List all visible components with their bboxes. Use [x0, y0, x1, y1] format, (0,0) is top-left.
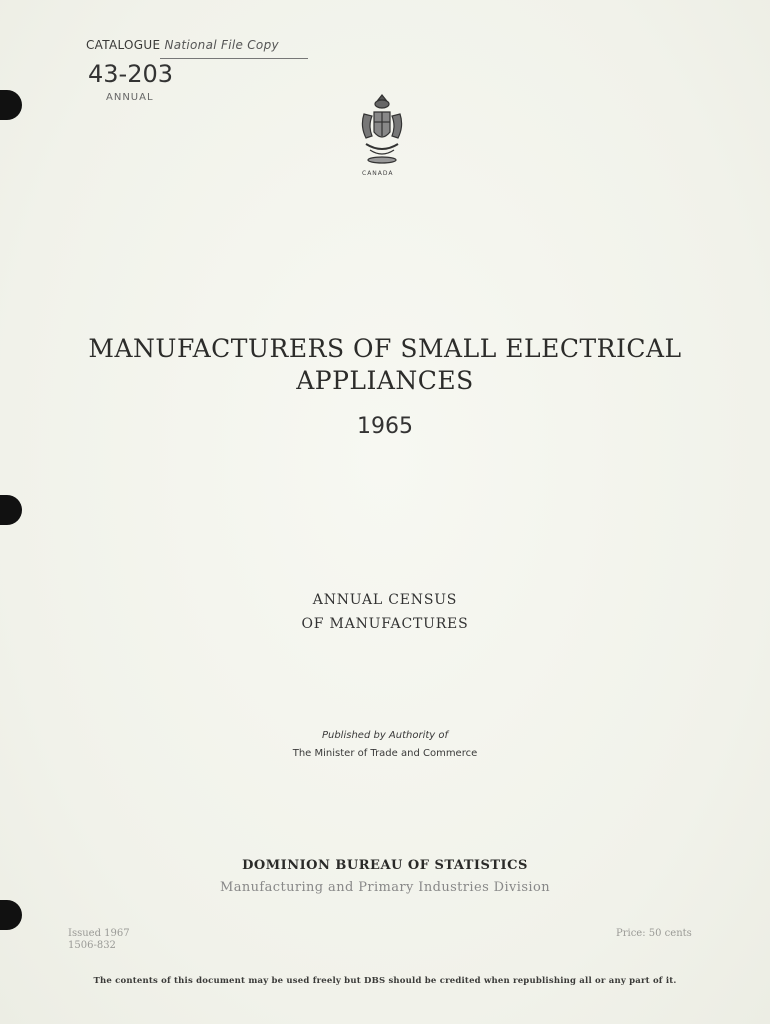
authority-line: Published by Authority of [321, 730, 449, 741]
report-year: 1965 [357, 414, 413, 439]
catalogue-number: 43-203 [88, 60, 174, 88]
report-title-line-2: APPLIANCES [296, 366, 474, 395]
document-code: 1506-832 [68, 940, 116, 951]
punch-hole [0, 495, 22, 525]
copyright-notice: The contents of this document may be used freely but DBS should be credited when republishing all or any part of it. [93, 976, 677, 986]
stamp-underline [160, 58, 308, 59]
issued-date: Issued 1967 [68, 928, 130, 939]
census-line-1: ANNUAL CENSUS [312, 592, 458, 608]
price-label: Price: 50 cents [616, 928, 692, 939]
punch-hole [0, 90, 22, 120]
census-line-2: OF MANUFACTURES [301, 616, 469, 632]
handwritten-note: National File Copy [164, 38, 279, 52]
punch-hole [0, 900, 22, 930]
report-title-line-1: MANUFACTURERS OF SMALL ELECTRICAL [88, 334, 682, 363]
catalogue-stamp [86, 38, 279, 52]
bureau-name: DOMINION BUREAU OF STATISTICS [242, 858, 528, 873]
minister-line: The Minister of Trade and Commerce [292, 748, 478, 759]
frequency-label: ANNUAL [106, 92, 154, 103]
division-name: Manufacturing and Primary Industries Division [220, 880, 550, 895]
catalogue-label: CATALOGUE [86, 38, 161, 52]
coat-of-arms-icon [354, 92, 410, 166]
crest-label: CANADA [362, 170, 394, 177]
